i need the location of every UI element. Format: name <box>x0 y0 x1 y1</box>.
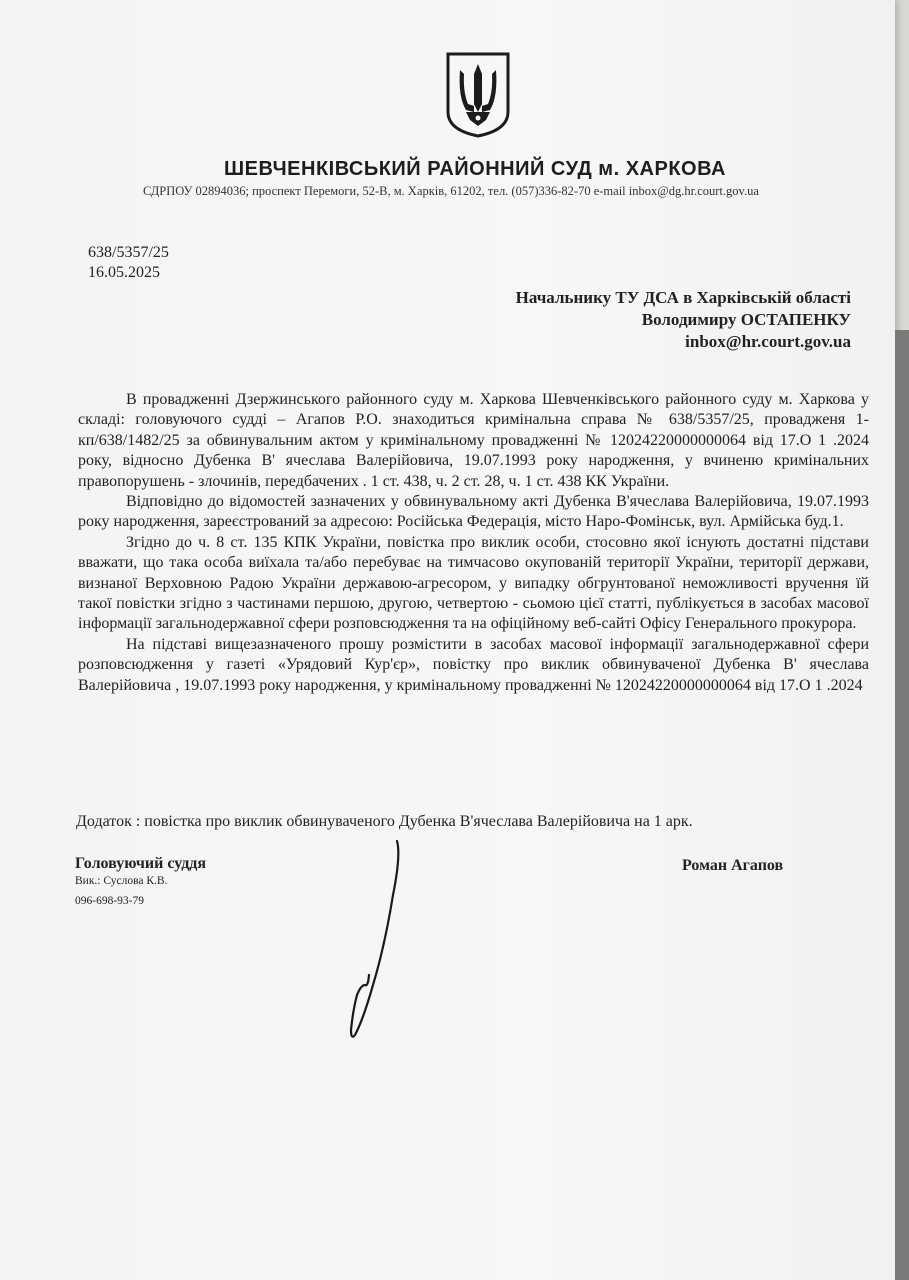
addressee-email: inbox@hr.court.gov.ua <box>685 332 851 351</box>
appendix-line: Додаток : повістка про виклик обвинуваченого Дубенка В'ячеслава Валерійовича на 1 арк. <box>76 813 693 830</box>
paragraph: Відповідно до відомостей зазначених у обвинувальному акті Дубенка В'ячеслава Валерійовича, 19.07.1993 року народження, зареєстрований за адресою: Російська Федерація, місто Наро-Фомінськ, вул. Армійська буд.1. <box>78 493 869 531</box>
paragraph: Згідно до ч. 8 ст. 135 КПК України, повістка про виклик особи, стосовно якої існують достатні підстави вважати, що така особа виїхала та/або перебуває на тимчасово окупованій території України, території держави, визнаної Верховною Радою України державою-агресором, у випадку обгрунтованої неможливості вручення їй такої повістки згідно з частинами першою, другою, четвертою - сьомою цієї статті, публікується в засобах масової інформації загальнодержавної сфери розповсюдження та на офіційному веб-сайті Офісу Генерального прокурора. <box>78 533 869 633</box>
coat-of-arms-icon <box>446 52 510 138</box>
document-date: 16.05.2025 <box>88 264 160 281</box>
paragraph: В провадженні Дзержинського районного суду м. Харкова Шевченківського районного суду м. Харкова у складі: головуючого судді – Агапов Р.О. знаходиться кримінальна справа № 638/5357/25, провадженя 1-кп/638/1482/25 за обвинувальним актом у кримінальному провадженні № 12024220000000064 від 17.О 1 .2024 року, відносно Дубенка В' ячеслава Валерійовича, 19.07.1993 року народження, у вчиненю кримінальних правопорушень - злочинів, передбачених . 1 ст. 438, ч. 2 ст. 28, ч. 1 ст. 438 КК України. <box>78 391 869 490</box>
letter-body <box>78 390 869 696</box>
signature-title: Головуючий суддя <box>75 855 207 872</box>
handwritten-signature <box>335 835 415 1040</box>
case-number: 638/5357/25 <box>88 244 169 261</box>
background-edge <box>895 330 909 1280</box>
court-name: ШЕВЧЕНКІВСЬКИЙ РАЙОННИЙ СУД м. ХАРКОВА <box>224 158 726 180</box>
addressee-position: Начальнику ТУ ДСА в Харківській області <box>515 288 851 307</box>
document-meta <box>88 243 169 283</box>
judge-name: Роман Агапов <box>682 857 784 874</box>
court-contacts: СДРПОУ 02894036; проспект Перемоги, 52-В, м. Харків, 61202, тел. (057)336-82-70 e-mail inbox@dg.hr.court.gov.ua <box>143 184 759 198</box>
executor-phone: 096-698-93-79 <box>75 895 144 907</box>
addressee-block <box>516 287 851 353</box>
addressee-name: Володимиру ОСТАПЕНКУ <box>641 310 851 329</box>
paragraph: На підставі вищезазначеного прошу розмістити в засобах масової інформації загальнодержавної сфери розповсюдження у газеті «Урядовий Кур'єр», повістку про виклик обвинуваченої Дубенка В' ячеслава Валерійовича , 19.07.1993 року народження, у кримінальному провадженні № 12024220000000064 від 17.О 1 .2024 <box>78 635 869 694</box>
executor-name: Вик.: Суслова К.В. <box>75 875 168 887</box>
